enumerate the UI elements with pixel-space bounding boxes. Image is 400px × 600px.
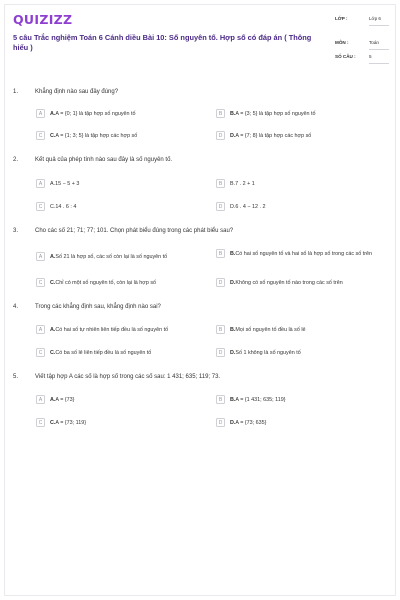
option-letter-badge: B [216, 109, 225, 118]
option-text: D.6 . 4 − 12 . 2 [230, 203, 266, 210]
meta-class-value: Lớp 6 [369, 16, 389, 26]
option-text: C.14 . 6 : 4 [50, 203, 77, 210]
option-letter-badge: B [216, 249, 225, 258]
meta-count-value: 5 [369, 54, 389, 64]
question-number: 2. [13, 157, 19, 163]
option-c[interactable] [36, 418, 206, 427]
meta-count-label: SỐ CÂU : [335, 54, 356, 59]
option-b[interactable] [216, 325, 386, 334]
question-1 [13, 89, 393, 139]
question-text: Cho các số 21; 71; 77; 101. Chọn phát biểu đúng trong các phát biểu sau? [35, 228, 234, 234]
option-text: D.Không có số nguyên tố nào trong các số trên [230, 279, 343, 286]
option-text: C.A = {1; 3; 5} là tập hợp các hợp số [50, 132, 138, 139]
option-b[interactable] [216, 179, 386, 188]
question-4 [13, 304, 393, 356]
option-a[interactable] [36, 109, 206, 118]
option-c[interactable] [36, 348, 206, 357]
option-d[interactable] [216, 418, 386, 427]
option-letter-badge: B [216, 179, 225, 188]
option-a[interactable] [36, 252, 206, 261]
meta-subject-label: MÔN : [335, 40, 349, 45]
option-letter-badge: A [36, 325, 45, 334]
question-number: 3. [13, 228, 19, 234]
option-text: A.Số 21 là hợp số, các số còn lại là số nguyên tố [50, 253, 168, 260]
option-c[interactable] [36, 202, 206, 211]
option-text: A.A = {73} [50, 396, 75, 403]
quizizz-logo: QUIZIZZ [13, 12, 73, 27]
option-letter-badge: D [216, 202, 225, 211]
option-text: D.Số 1 không là số nguyên tố [230, 349, 301, 356]
option-letter-badge: A [36, 179, 45, 188]
option-letter-badge: C [36, 202, 45, 211]
option-letter-badge: C [36, 348, 45, 357]
option-text: D.A = {7; 8} là tập hợp các hợp số [230, 132, 312, 139]
option-text: A.Có hai số tự nhiên liên tiếp đều là số nguyên tố [50, 326, 169, 333]
meta-count [333, 52, 389, 67]
question-text: Trong các khẳng định sau, khẳng định nào sai? [35, 304, 161, 310]
option-letter-badge: A [36, 252, 45, 261]
worksheet-title: 5 câu Trắc nghiệm Toán 6 Cánh diều Bài 10: Số nguyên tố. Hợp số có đáp án ( Thông hiểu ) [13, 33, 312, 52]
option-d[interactable] [216, 202, 386, 211]
option-letter-badge: D [216, 131, 225, 140]
option-letter-badge: D [216, 348, 225, 357]
option-text: D.A = {73; 635} [230, 419, 267, 426]
option-text: C.A = {73; 119} [50, 419, 87, 426]
question-text: Viết tập hợp A các số là hợp số trong các số sau: 1 431; 635; 119; 73. [35, 374, 221, 380]
option-text: B.A = {1 431; 635; 119} [230, 396, 286, 403]
option-letter-badge: C [36, 278, 45, 287]
option-b[interactable] [216, 249, 400, 258]
question-3 [13, 228, 393, 286]
question-2 [13, 157, 393, 210]
option-d[interactable] [216, 278, 400, 287]
option-text: B.Mọi số nguyên tố đều là số lẻ [230, 326, 306, 333]
option-letter-badge: D [216, 418, 225, 427]
meta-subject [333, 37, 389, 52]
option-letter-badge: B [216, 325, 225, 334]
question-number: 1. [13, 89, 19, 95]
option-b[interactable] [216, 109, 386, 118]
option-text: B.Có hai số nguyên tố và hai số là hợp số trong các số trên [230, 250, 372, 257]
question-number: 5. [13, 374, 19, 380]
option-letter-badge: C [36, 131, 45, 140]
option-a[interactable] [36, 395, 206, 404]
option-letter-badge: D [216, 278, 225, 287]
option-letter-badge: A [36, 395, 45, 404]
option-d[interactable] [216, 348, 386, 357]
question-text: Khẳng định nào sau đây đúng? [35, 89, 119, 95]
option-text: A.15 − 5 + 3 [50, 180, 80, 187]
question-number: 4. [13, 304, 19, 310]
option-a[interactable] [36, 179, 206, 188]
option-text: B.A = {3; 5} là tập hợp số nguyên tố [230, 110, 316, 117]
option-c[interactable] [36, 278, 206, 287]
option-letter-badge: C [36, 418, 45, 427]
option-c[interactable] [36, 131, 206, 140]
option-letter-badge: A [36, 109, 45, 118]
meta-class [333, 13, 389, 37]
question-5 [13, 374, 393, 426]
meta-class-label: LỚP : [335, 16, 348, 21]
question-text: Kết quả của phép tính nào sau đây là số nguyên tố. [35, 157, 173, 163]
option-text: C.Có ba số lẻ liên tiếp đều là số nguyên tố [50, 349, 152, 356]
meta-subject-value: Toán [369, 40, 389, 50]
option-a[interactable] [36, 325, 206, 334]
option-letter-badge: B [216, 395, 225, 404]
option-text: B.7 . 2 + 1 [230, 180, 255, 187]
option-text: C.Chỉ có một số nguyên tố, còn lại là hợp số [50, 279, 157, 286]
option-text: A.A = {0; 1} là tập hợp số nguyên tố [50, 110, 136, 117]
option-d[interactable] [216, 131, 386, 140]
worksheet-meta [333, 13, 389, 67]
option-b[interactable] [216, 395, 386, 404]
